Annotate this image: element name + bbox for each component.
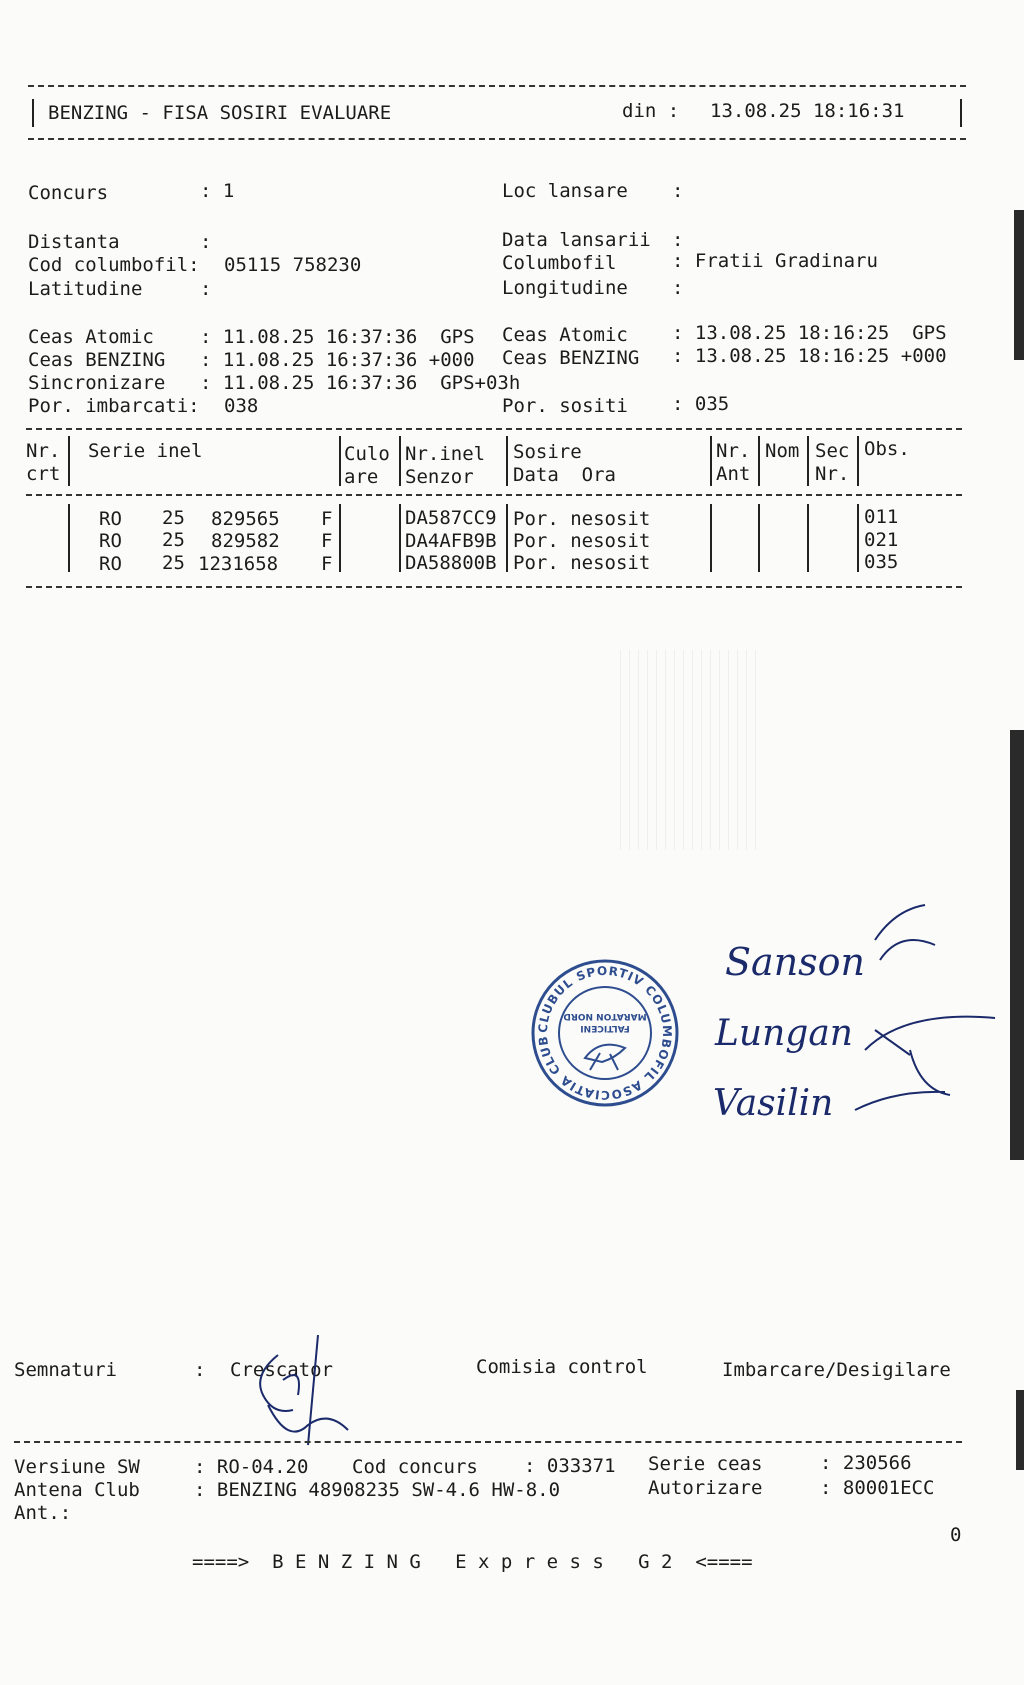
header-nr-ant: Nr. — [716, 440, 751, 462]
latitudine-value: : — [200, 278, 212, 300]
print-date-value: 13.08.25 18:16:31 — [710, 100, 905, 122]
header-culoare-2: are — [344, 466, 379, 488]
header-ant: Ant — [716, 463, 751, 485]
ceas-atomic-end: : 13.08.25 18:16:25 GPS — [672, 322, 947, 344]
longitudine-value: : — [672, 277, 684, 299]
cod-columbofil-label: Cod columbofil: — [28, 254, 200, 276]
semnaturi-label: Semnaturi — [14, 1359, 117, 1381]
row1-tara: RO — [99, 508, 122, 530]
col-sep-nom — [807, 436, 809, 486]
row2-an: 25 — [162, 529, 185, 551]
autorizare-label: Autorizare — [648, 1477, 763, 1499]
row3-senzor: DA58800B — [405, 552, 497, 574]
page-zero: 0 — [950, 1524, 962, 1546]
versiune-sw-label: Versiune SW — [14, 1456, 140, 1478]
row-sep-ant — [758, 504, 760, 572]
header-data-ora: Data Ora — [513, 464, 616, 486]
row3-obs: 035 — [864, 551, 899, 573]
ceas-benzing-start: : 11.08.25 16:37:36 +000 — [200, 349, 475, 371]
row1-senzor: DA587CC9 — [405, 507, 497, 529]
document-title: BENZING - FISA SOSIRI EVALUARE — [48, 102, 392, 124]
col-sep-sosire — [710, 436, 712, 486]
antena-club-label: Antena Club — [14, 1479, 140, 1501]
cod-concurs-label: Cod concurs — [352, 1456, 478, 1478]
row2-tara: RO — [99, 530, 122, 552]
autorizare-value: : 80001ECC — [820, 1477, 935, 1499]
header-sec: Sec — [815, 440, 850, 462]
header-obs: Obs. — [864, 438, 910, 460]
sincronizare-value: : 11.08.25 16:37:36 GPS+03h — [200, 372, 521, 394]
row1-sosire: Por. nesosit — [513, 508, 651, 530]
row3-an: 25 — [162, 552, 185, 574]
cod-concurs-value: : 033371 — [524, 1455, 616, 1477]
row3-sosire: Por. nesosit — [513, 552, 651, 574]
row-sep-nom — [807, 504, 809, 572]
row-sep-culoare — [399, 504, 401, 572]
stamp-inner-line1: FALTICENI — [580, 1023, 630, 1033]
table-bottom-rule — [26, 586, 962, 588]
header-top-rule — [28, 85, 966, 87]
row2-numar: 829582 — [211, 530, 280, 552]
commission-signatures — [705, 900, 1005, 1130]
row-sep-crt — [68, 504, 70, 572]
print-date-label: din : — [622, 100, 680, 122]
loc-lansare-label: Loc lansare — [502, 180, 628, 202]
header-left-bar — [32, 99, 34, 127]
table-top-rule — [26, 428, 962, 430]
data-lansarii-value: : — [672, 229, 684, 251]
col-sep-serie — [339, 436, 341, 486]
comisia-control-label: Comisia control — [476, 1356, 648, 1378]
club-stamp — [530, 958, 680, 1108]
serie-ceas-label: Serie ceas — [648, 1453, 763, 1475]
ceas-atomic-label-right: Ceas Atomic — [502, 324, 628, 346]
row3-numar: 1231658 — [198, 553, 279, 575]
imbarcati-value: 038 — [224, 395, 259, 417]
stamp-outer-text: CLUBUL SPORTIV COLUMBOFIL ASOCIATIA CLUB — [535, 963, 675, 1103]
header-sec-nr: Nr. — [815, 463, 850, 485]
crescator-signature — [248, 1335, 358, 1455]
antena-club-value: : BENZING 48908235 SW-4.6 HW-8.0 — [194, 1479, 561, 1501]
sincronizare-label: Sincronizare — [28, 372, 166, 394]
columbofil-label: Columbofil — [502, 252, 617, 274]
col-sep-culoare — [399, 436, 401, 486]
distanta-value: : — [200, 231, 212, 253]
header-bottom-rule — [28, 138, 966, 140]
data-lansarii-label: Data lansarii — [502, 229, 651, 251]
row2-sex: F — [321, 530, 333, 552]
ceas-benzing-label-right: Ceas BENZING — [502, 347, 640, 369]
row-sep-serie — [339, 504, 341, 572]
stamp-inner-line2: MARATON NORD — [563, 1011, 647, 1021]
row-sep-sec — [857, 504, 859, 572]
crescator-label: Crescator — [230, 1359, 333, 1381]
signature-1: Sanson — [725, 940, 866, 984]
longitudine-label: Longitudine — [502, 277, 628, 299]
row2-obs: 021 — [864, 529, 899, 551]
row2-senzor: DA4AFB9B — [405, 530, 497, 552]
footer-rule — [14, 1441, 962, 1443]
ceas-benzing-label: Ceas BENZING — [28, 349, 166, 371]
columbofil-value: : Fratii Gradinaru — [672, 250, 878, 272]
table-header-rule — [26, 494, 962, 496]
header-sosire: Sosire — [513, 441, 582, 463]
row3-sex: F — [321, 553, 333, 575]
scan-edge — [1014, 210, 1024, 360]
ceas-benzing-end: : 13.08.25 18:16:25 +000 — [672, 345, 947, 367]
sositi-label: Por. sositi — [502, 395, 628, 417]
header-senzor: Senzor — [405, 466, 474, 488]
distanta-label: Distanta — [28, 231, 120, 253]
header-culoare: Culo — [344, 443, 390, 465]
loc-lansare-value: : — [672, 180, 684, 202]
row3-tara: RO — [99, 553, 122, 575]
ceas-atomic-label: Ceas Atomic — [28, 326, 154, 348]
header-nr-crt: Nr. — [26, 440, 61, 462]
concurs-label: Concurs — [28, 182, 109, 204]
latitudine-label: Latitudine — [28, 278, 143, 300]
row-sep-senzor — [506, 504, 508, 572]
col-sep-sec — [857, 436, 859, 486]
header-serie-inel: Serie inel — [88, 440, 203, 462]
imbarcare-desigilare-label: Imbarcare/Desigilare — [722, 1359, 951, 1381]
benzing-express-banner: ====> B E N Z I N G E x p r e s s G 2 <==== — [192, 1551, 753, 1573]
col-sep-ant — [758, 436, 760, 486]
versiune-sw-value: : RO-04.20 — [194, 1456, 309, 1478]
scan-edge-lower — [1010, 730, 1024, 1160]
cod-columbofil-value: 05115 758230 — [224, 254, 362, 276]
row1-an: 25 — [162, 507, 185, 529]
header-nr-crt-2: crt — [26, 463, 61, 485]
header-nom: Nom — [765, 440, 800, 462]
row1-numar: 829565 — [211, 508, 280, 530]
ant-label: Ant.: — [14, 1502, 72, 1524]
scan-artifact — [620, 650, 760, 850]
row1-sex: F — [321, 508, 333, 530]
concurs-value: : 1 — [200, 180, 235, 202]
row2-sosire: Por. nesosit — [513, 530, 651, 552]
row1-obs: 011 — [864, 506, 899, 528]
header-nr-inel: Nr.inel — [405, 443, 486, 465]
col-sep-crt — [68, 436, 70, 486]
imbarcati-label: Por. imbarcati: — [28, 395, 200, 417]
signature-2: Lungan — [715, 1013, 853, 1054]
header-right-bar — [960, 99, 962, 127]
serie-ceas-value: : 230566 — [820, 1452, 912, 1474]
ceas-atomic-start: : 11.08.25 16:37:36 GPS — [200, 326, 475, 348]
signature-3: Vasilin — [713, 1083, 834, 1124]
col-sep-senzor — [506, 436, 508, 486]
scan-edge-bottom — [1016, 1390, 1024, 1470]
row-sep-sosire — [710, 504, 712, 572]
semnaturi-colon: : — [194, 1359, 206, 1381]
sositi-value: : 035 — [672, 393, 730, 415]
